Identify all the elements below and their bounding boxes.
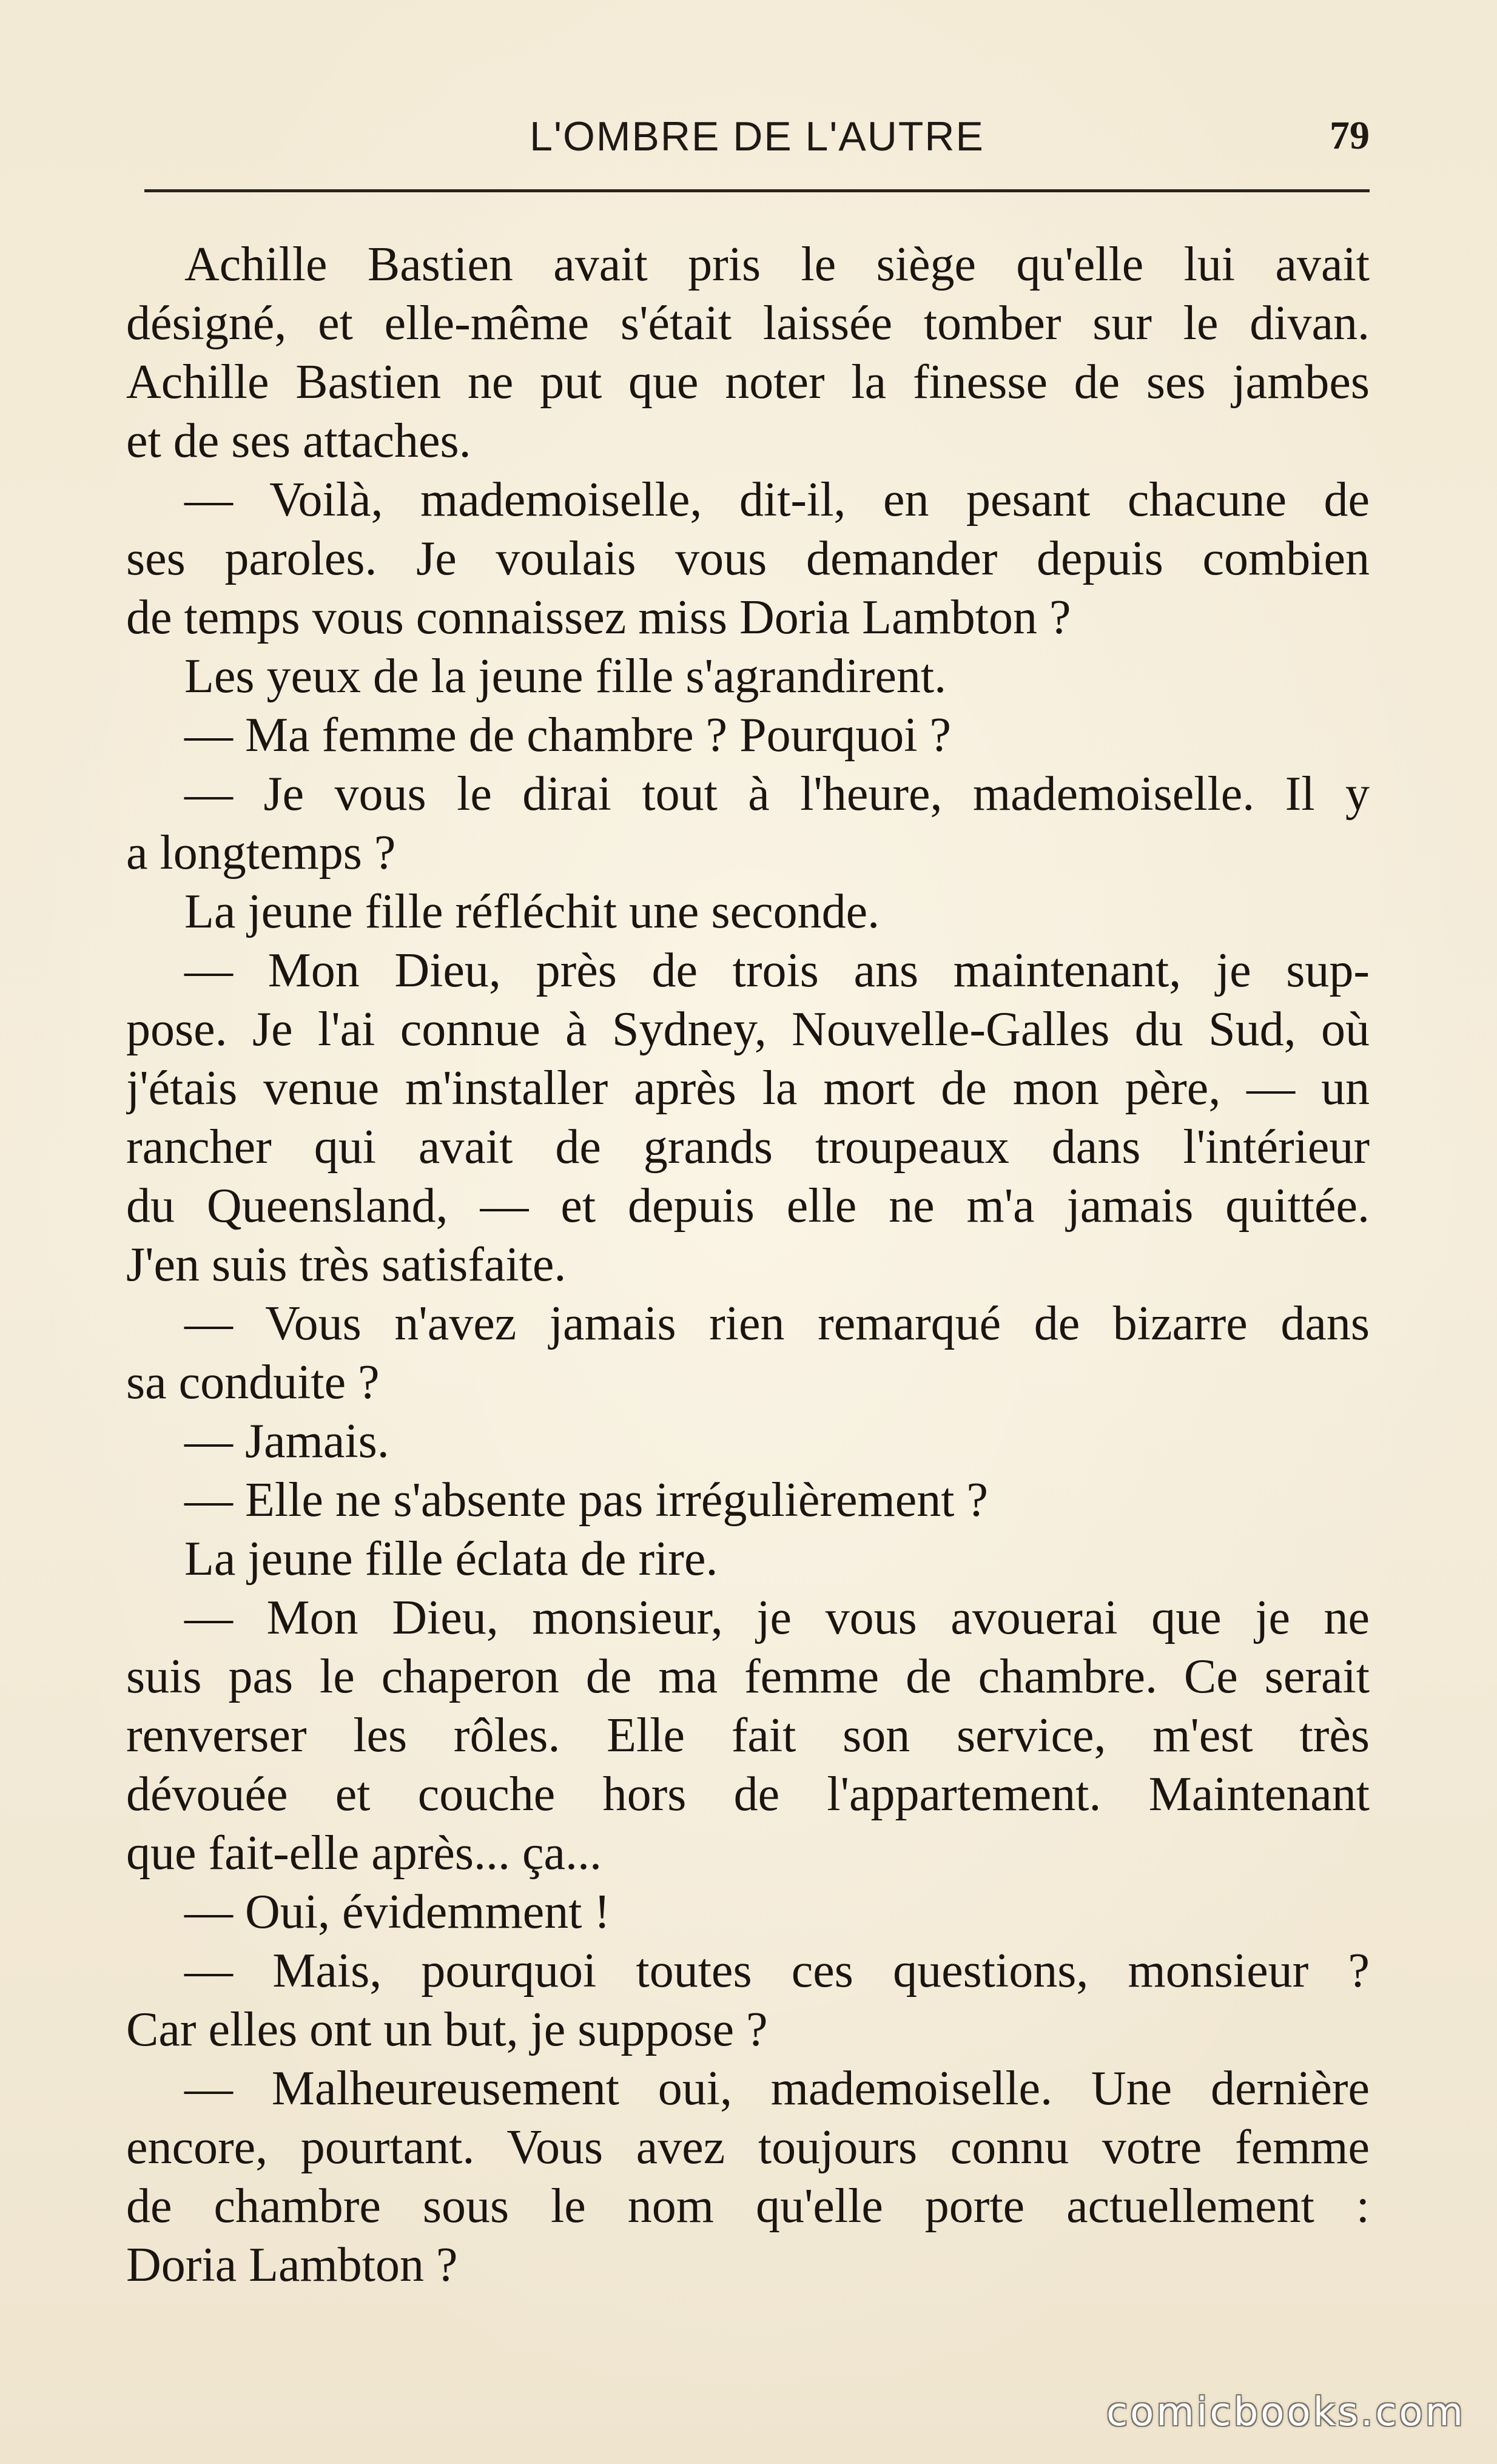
text-line: désigné, et elle-même s'était laissée tomber sur le divan. — [126, 297, 1370, 350]
body-text — [126, 235, 1370, 2295]
text-line: Achille Bastien ne put que noter la finesse de ses jambes — [126, 355, 1370, 409]
text-line: de temps vous connaissez miss Doria Lambton ? — [126, 591, 1071, 644]
text-line: j'étais venue m'installer après la mort de mon père, — un — [126, 1062, 1370, 1115]
text-line: — Oui, évidemment ! — [184, 1885, 611, 1939]
text-line: — Mon Dieu, près de trois ans maintenant, je sup- — [184, 944, 1370, 997]
page-number: 79 — [1330, 113, 1370, 158]
watermark: comicbooks.com — [1106, 2390, 1465, 2435]
text-line: du Queensland, — et depuis elle ne m'a jamais quittée. — [126, 1179, 1370, 1233]
text-line: — Vous n'avez jamais rien remarqué de bizarre dans — [184, 1297, 1370, 1350]
text-line: renverser les rôles. Elle fait son service, m'est très — [126, 1709, 1370, 1762]
text-line: — Elle ne s'absente pas irrégulièrement ? — [184, 1473, 988, 1527]
page-header — [144, 108, 1370, 163]
text-line: — Je vous le dirai tout à l'heure, mademoiselle. Il y — [184, 767, 1370, 821]
text-line: — Mon Dieu, monsieur, je vous avouerai que je ne — [184, 1591, 1370, 1644]
text-line: suis pas le chaperon de ma femme de chambre. Ce serait — [126, 1650, 1370, 1703]
text-line: ses paroles. Je voulais vous demander depuis combien — [126, 532, 1370, 585]
text-line: J'en suis très satisfaite. — [126, 1238, 567, 1291]
header-rule — [144, 189, 1370, 192]
text-line: rancher qui avait de grands troupeaux dans l'intérieur — [126, 1120, 1370, 1174]
text-line: Doria Lambton ? — [126, 2238, 458, 2292]
running-title: L'OMBRE DE L'AUTRE — [530, 113, 984, 160]
text-line: Les yeux de la jeune fille s'agrandirent. — [184, 650, 947, 703]
text-line: — Jamais. — [184, 1415, 389, 1468]
text-line: — Ma femme de chambre ? Pourquoi ? — [184, 709, 952, 762]
text-line: Achille Bastien avait pris le siège qu'elle lui avait — [184, 238, 1370, 291]
text-line: et de ses attaches. — [126, 414, 471, 468]
text-line: — Mais, pourquoi toutes ces questions, monsieur ? — [184, 1944, 1370, 1998]
text-line: que fait-elle après... ça... — [126, 1826, 602, 1880]
text-line: La jeune fille réfléchit une seconde. — [184, 885, 880, 938]
text-line: — Malheureusement oui, mademoiselle. Une dernière — [184, 2062, 1370, 2115]
text-line: Car elles ont un but, je suppose ? — [126, 2003, 768, 2056]
text-line: — Voilà, mademoiselle, dit-il, en pesant chacune de — [184, 473, 1370, 527]
text-line: dévouée et couche hors de l'appartement. Maintenant — [126, 1768, 1370, 1821]
text-line: a longtemps ? — [126, 826, 396, 880]
text-line: encore, pourtant. Vous avez toujours connu votre femme — [126, 2121, 1370, 2174]
text-line: pose. Je l'ai connue à Sydney, Nouvelle-Galles du Sud, où — [126, 1003, 1370, 1056]
text-line: de chambre sous le nom qu'elle porte actuellement : — [126, 2180, 1370, 2233]
text-line: La jeune fille éclata de rire. — [184, 1532, 718, 1586]
text-line: sa conduite ? — [126, 1356, 380, 1409]
